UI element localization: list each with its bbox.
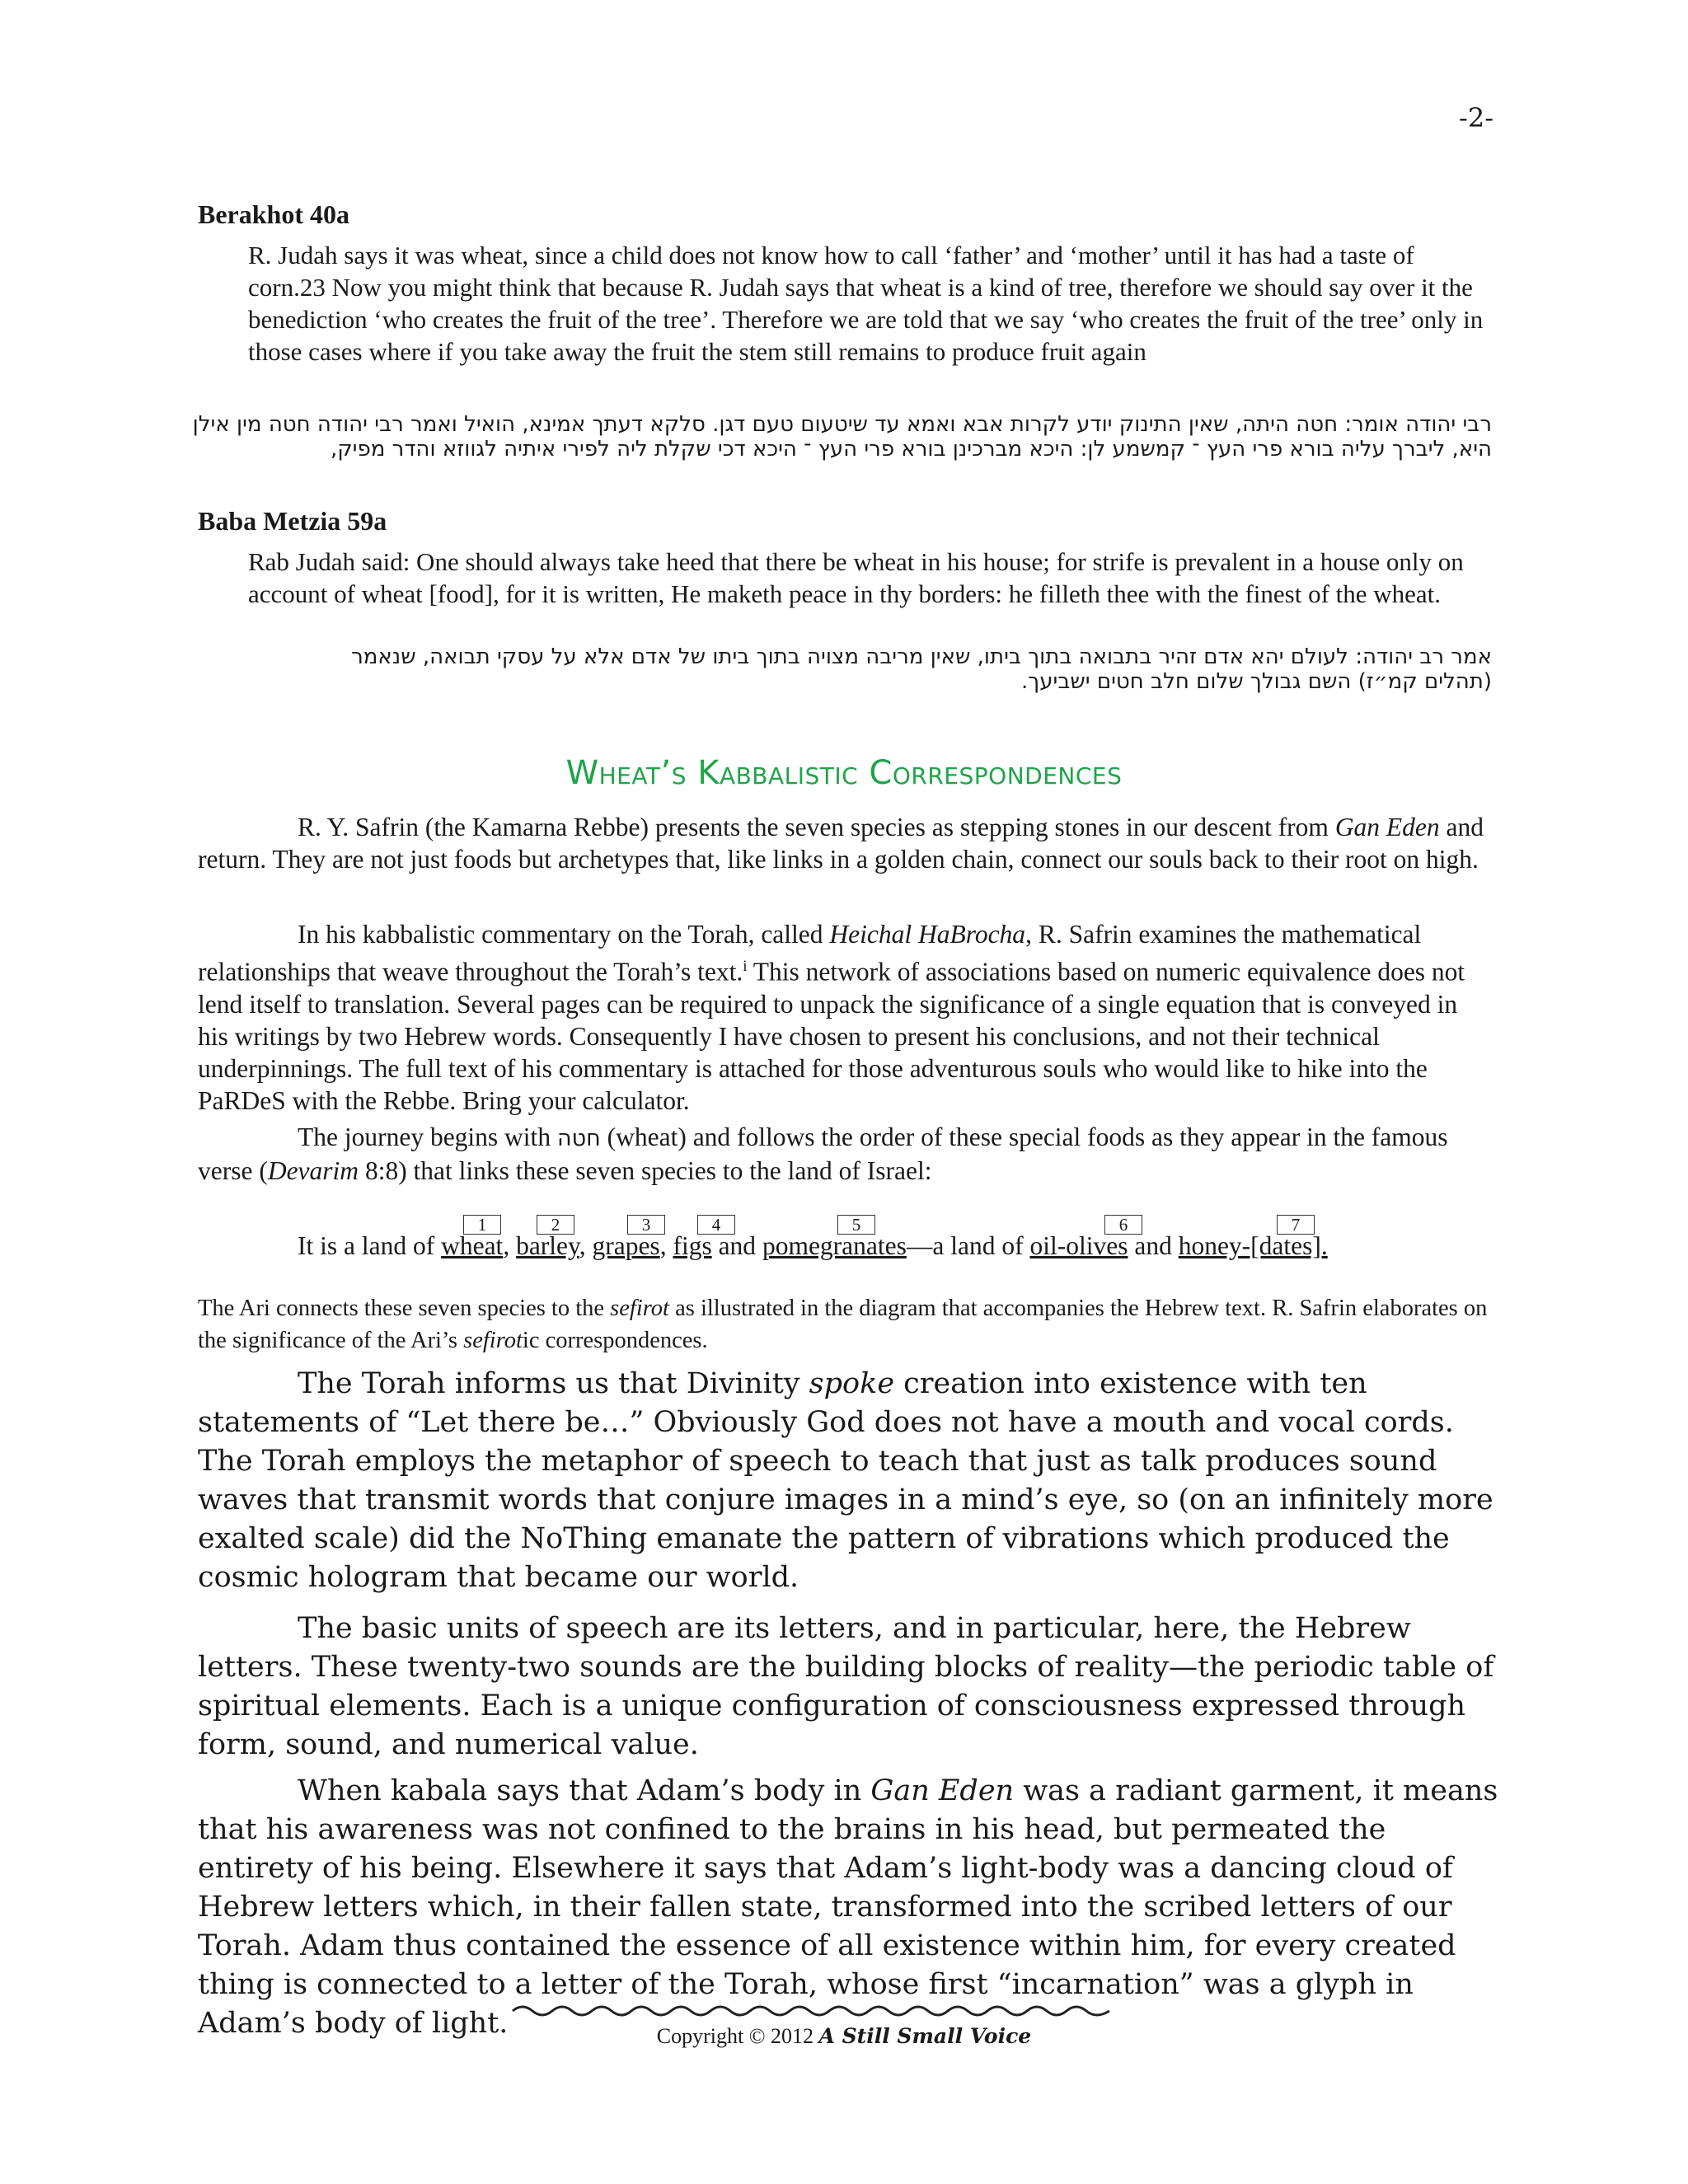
paragraph-text: The Ari connects these seven species to the [198, 1296, 611, 1321]
emphasis-text: Heichal HaBrocha [829, 920, 1026, 949]
verse-text: —a land of [906, 1231, 1030, 1260]
species-number-box: 3 [627, 1215, 665, 1235]
page-number: -2- [1459, 102, 1493, 134]
emphasis-text: spoke [809, 1367, 895, 1400]
emphasis-text: sefirot [463, 1328, 523, 1353]
species-number-box: 6 [1104, 1215, 1142, 1235]
species-number-box: 2 [537, 1215, 574, 1235]
paragraph-text: The basic units of speech are its letters, and in particular, here, the Hebrew letters. These twenty-two sounds are the building blocks of reality—the periodic table of spiritual elements. Each is a unique configuration of consciousness expressed through form, sound, and numerical value. [198, 1612, 1494, 1761]
paragraph-text: creation into existence with ten statements of “Let there be…” Obviously God does not have a mouth and vocal cords. The Torah employs the metaphor of speech to teach that just as talk produces sound waves that transmit words that conjure images in a mind’s eye, so (on an infinitely more exalted scale) did the NoThing emanate the pattern of vibrations which produced the cosmic hologram that became our world. [198, 1367, 1493, 1594]
quote-berakhot: R. Judah says it was wheat, since a child does not know how to call ‘father’ and ‘mother’ until it has had a taste of corn.23 Now you might think that because R. Judah says that wheat is a kind of tree, therefore we should say over it the benediction ‘who creates the fruit of the tree’. Therefore we are told that we say ‘who creates the fruit of the tree’ only in those cases where if you take away the fruit the stem still remains to produce fruit again [248, 241, 1484, 366]
verse-text: and [711, 1231, 762, 1260]
verse-text: , [659, 1231, 673, 1260]
verse-text: It is a land of [298, 1231, 442, 1260]
species-pomegranates: pomegranates [762, 1231, 907, 1260]
species-figs: figs [673, 1231, 712, 1260]
paragraph-hebrew-letters [198, 1610, 1500, 1765]
species-oil-olives: oil-olives [1029, 1231, 1128, 1260]
species-number-box: 1 [463, 1215, 501, 1235]
verse-text: , [579, 1231, 593, 1260]
emphasis-text: Gan Eden [1334, 813, 1440, 841]
copyright-footer [0, 2024, 1688, 2049]
paragraph-heichal-habrocha [198, 918, 1490, 1117]
devarim-verse [298, 1231, 1328, 1261]
paragraph-text: In his kabbalistic commentary on the Torah, called [298, 920, 830, 949]
paragraph-text: 8:8) that links these seven species to the land of Israel: [359, 1156, 932, 1185]
species-barley: barley [516, 1231, 579, 1260]
verse-text: and [1128, 1231, 1179, 1260]
paragraph-text: R. Y. Safrin (the Kamarna Rebbe) presents the seven species as stepping stones in our descent from [298, 813, 1335, 841]
source-heading-baba-metzia: Baba Metzia 59a [198, 506, 387, 536]
paragraph-ari-note [198, 1292, 1500, 1357]
paragraph-text: This network of associations based on numeric equivalence does not lend itself to translation. Several pages can be required to unpack the significance of a single equation that is conveyed in his writings by two Hebrew words. Consequently I have chosen to present his conclusions, and not their technical underpinnings. The full text of his commentary is attached for those adventurous souls who would like to hike into the PaRDeS with the Rebbe. Bring your calculator. [198, 957, 1465, 1115]
species-wheat: wheat [441, 1231, 504, 1260]
hebrew-text-berakhot: רבי יהודה אומר: חטה היתה, שאין התינוק יודע לקרות אבא ואמא עד שיטעום טעם דגן. סלקא דעתך אמינא, הואיל ואמר רבי יהודה חטה מין אילן היא, ליברך עליה בורא פרי העץ ־ קמשמע לן: היכא מברכינן בורא פרי העץ ־ היכא דכי שקלת ליה לפירי איתיה לגווזא והדר מפיק, [192, 412, 1492, 462]
species-number-box: 7 [1277, 1215, 1315, 1235]
paragraph-text: and return. They are not just foods but archetypes that, like links in a golden chain, connect our souls back to their root on high. [198, 813, 1484, 874]
species-honey-dates: honey-[dates]. [1178, 1231, 1328, 1260]
paragraph-divine-speech [198, 1365, 1500, 1597]
paragraph-safrin-intro [198, 811, 1490, 875]
paragraph-text: (wheat) and follows the order of these special foods as they appear in the famous verse ( [198, 1122, 1448, 1185]
wavy-ornament-divider [511, 2001, 1111, 2019]
emphasis-text: Gan Eden [870, 1774, 1015, 1807]
emphasis-text: sefirot [610, 1296, 669, 1321]
paragraph-text: The Torah informs us that Divinity [298, 1367, 809, 1400]
species-number-box: 4 [697, 1215, 735, 1235]
paragraph-text: , R. Safrin examines the mathematical relationships that weave throughout the Torah’s text. [198, 920, 1422, 987]
hebrew-word-wheat: חטה [556, 1126, 601, 1151]
section-title: Wheat’s Kabbalistic Correspondences [565, 754, 1123, 792]
source-heading-berakhot: Berakhot 40a [198, 199, 349, 229]
paragraph-text: The journey begins with [298, 1122, 557, 1151]
paragraph-text: as illustrated in the diagram that accompanies the Hebrew text. R. Safrin elaborates on the significance of the Ari’s [198, 1296, 1488, 1353]
hebrew-text-baba-metzia: אמר רב יהודה: לעולם יהא אדם זהיר בתבואה בתוך ביתו, שאין מריבה מצויה בתוך ביתו של אדם אלא על עסקי תבואה, שנאמר (תהלים קמ״ז) השם גבולך שלום חלב חטים ישביעך. [351, 644, 1492, 694]
verse-text: , [503, 1231, 517, 1260]
paragraph-text: When kabala says that Adam’s body in [298, 1774, 871, 1807]
paragraph-text: ic correspondences. [522, 1328, 708, 1353]
species-grapes: grapes [592, 1231, 660, 1260]
emphasis-text: Devarim [267, 1156, 359, 1185]
paragraph-text: was a radiant garment, it means that his awareness was not confined to the brains in his head, but permeated the entirety of his being. Elsewhere it says that Adam’s light-body was a dancing cloud of Hebrew letters which, in their fallen state, transformed into the scribed letters of our Torah. Adam thus contained the essence of all existence within him, for every created thing is connected to a letter of the Torah, whose first “incarnation” was a glyph in Adam’s body of light. [198, 1774, 1498, 2040]
endnote-marker[interactable]: i [743, 958, 748, 975]
brand-name: A Still Small Voice [818, 2024, 1032, 2048]
copyright-text: Copyright © 2012 [656, 2024, 819, 2048]
quote-baba-metzia: Rab Judah said: One should always take heed that there be wheat in his house; for strife is prevalent in a house only on account of wheat [food], for it is written, He maketh peace in thy borders: he filleth thee with the finest of the wheat. [248, 547, 1464, 608]
species-number-box: 5 [837, 1215, 875, 1235]
paragraph-journey [198, 1121, 1490, 1187]
